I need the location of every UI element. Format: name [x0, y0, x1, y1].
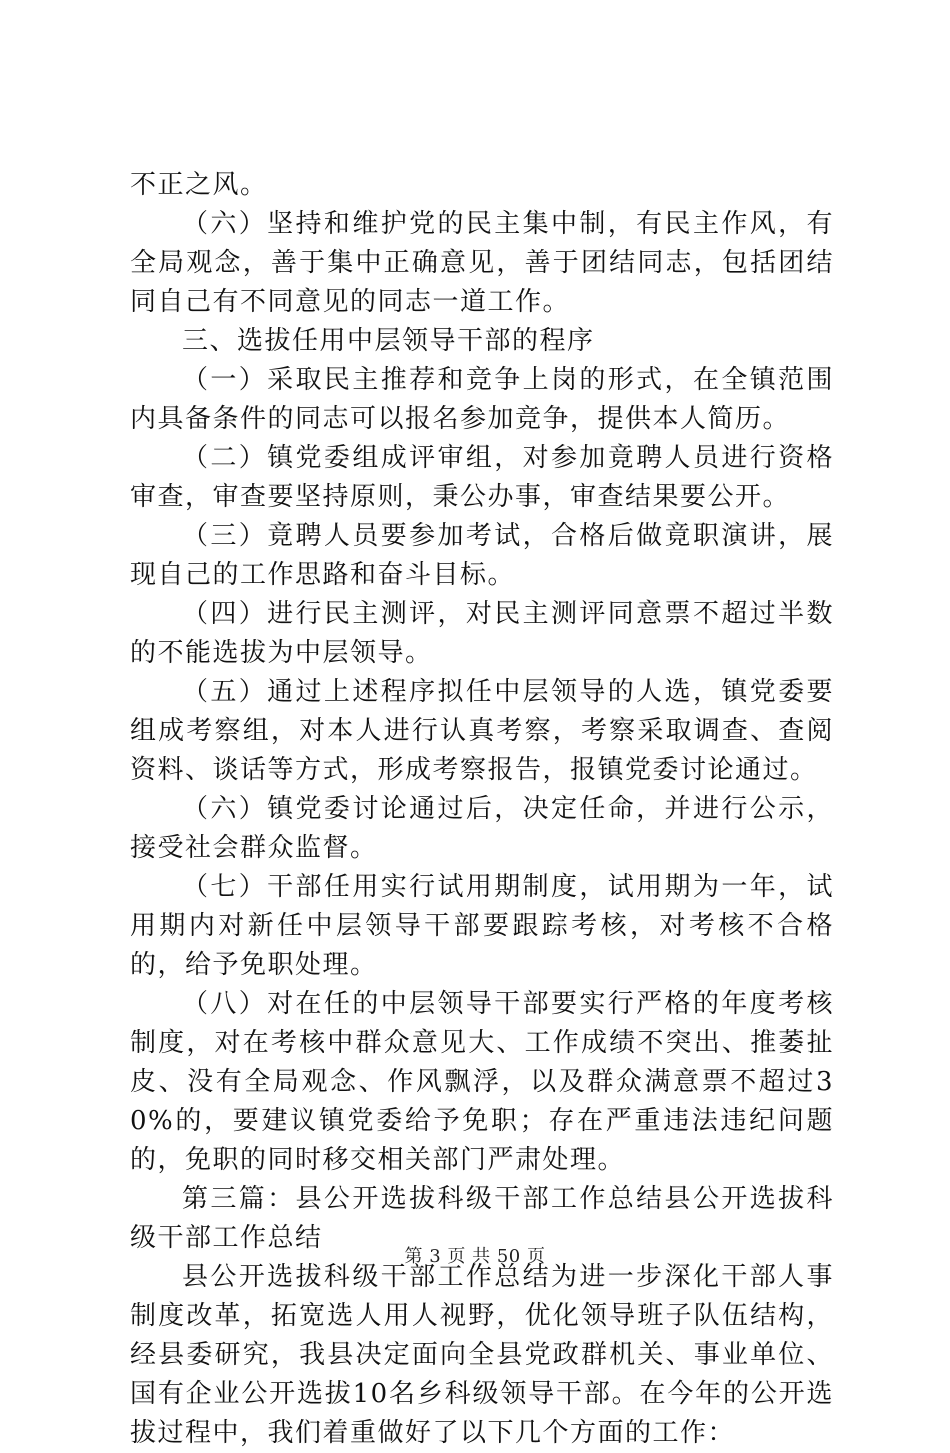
paragraph-4: （一）采取民主推荐和竞争上岗的形式，在全镇范围内具备条件的同志可以报名参加竞争，提供本人简历。	[130, 365, 834, 434]
paragraph-6: （三）竟聘人员要参加考试，合格后做竟职演讲，展现自己的工作思路和奋斗目标。	[130, 521, 834, 590]
section-heading-third-article: 第三篇：县公开选拔科级干部工作总结县公开选拔科级干部工作总结	[130, 1184, 834, 1253]
paragraph-7: （四）进行民主测评，对民主测评同意票不超过半数的不能选拔为中层领导。	[130, 599, 834, 668]
page-number-footer: 第 3 页 共 50 页	[404, 1246, 546, 1267]
paragraph-2: （六）坚持和维护党的民主集中制，有民主作风，有全局观念，善于集中正确意见，善于团结同志，包括团结同自己有不同意见的同志一道工作。	[130, 209, 834, 317]
paragraph-9: （六）镇党委讨论通过后，决定任命，并进行公示，接受社会群众监督。	[130, 794, 834, 863]
paragraph-1: 不正之风。	[130, 170, 268, 200]
paragraph-8: （五）通过上述程序拟任中层领导的人选，镇党委要组成考察组，对本人进行认真考察，考察采取调查、查阅资料、谈话等方式，形成考察报告，报镇党委讨论通过。	[130, 677, 834, 785]
section-heading-procedure: 三、选拔任用中层领导干部的程序	[182, 326, 595, 356]
paragraph-5: （二）镇党委组成评审组，对参加竟聘人员进行资格审查，审查要坚持原则，秉公办事，审查结果要公开。	[130, 443, 834, 512]
paragraph-13: 县公开选拔科级干部工作总结为进一步深化干部人事制度改革，拓宽选人用人视野，优化领导班子队伍结构，经县委研究，我县决定面向全县党政群机关、事业单位、国有企业公开选拔10名乡科级领导干部。在今年的公开选拔过程中，我们着重做好了以下几个方面的工作：	[130, 1262, 834, 1448]
paragraph-11: （八）对在任的中层领导干部要实行严格的年度考核制度，对在考核中群众意见大、工作成绩不突出、推萎扯皮、没有全局观念、作风飘浮，以及群众满意票不超过30%的，要建议镇党委给予免职；存在严重违法违纪问题的，免职的同时移交相关部门严肃处理。	[130, 989, 834, 1175]
paragraph-10: （七）干部任用实行试用期制度，试用期为一年，试用期内对新任中层领导干部要跟踪考核，对考核不合格的，给予免职处理。	[130, 872, 834, 980]
